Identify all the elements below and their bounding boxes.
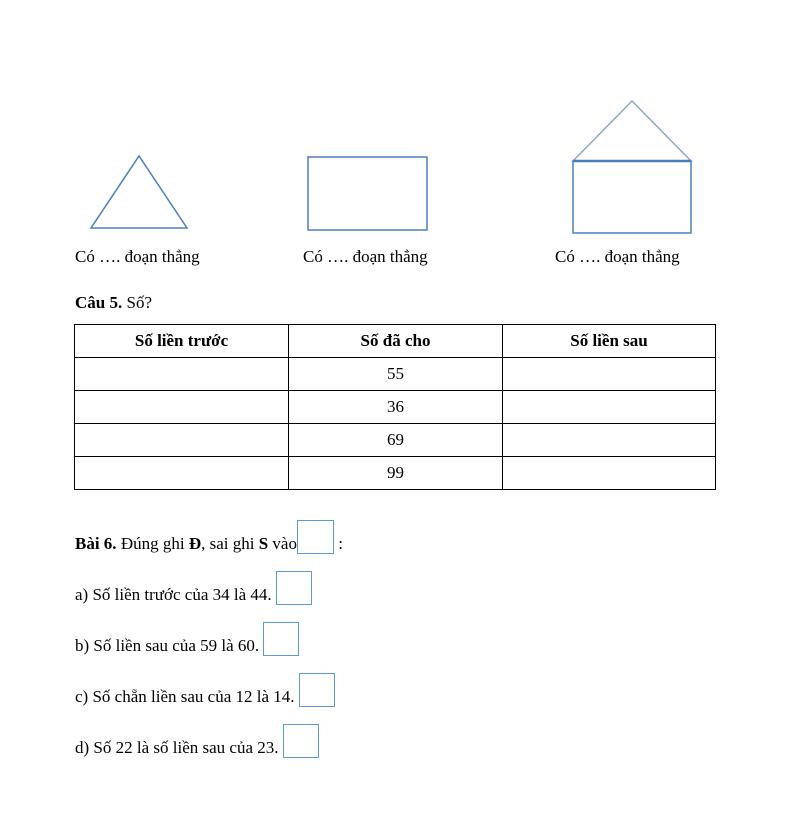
triangle-caption: Có …. đoạn thẳng <box>75 247 200 266</box>
cell-given: 99 <box>289 457 503 490</box>
bai6-colon: : <box>338 534 343 553</box>
bai6-text-2: , sai ghi <box>201 534 255 553</box>
cau5-heading <box>75 293 152 313</box>
statement-b-text: b) Số liền sau của 59 là 60. <box>75 636 260 655</box>
answer-box-d[interactable] <box>283 724 319 758</box>
cell-after[interactable] <box>503 358 716 391</box>
statement-a-text: a) Số liền trước của 34 là 44. <box>75 585 272 604</box>
house-figure <box>570 99 694 236</box>
header-before: Số liền trước <box>75 325 289 358</box>
cell-after[interactable] <box>503 424 716 457</box>
statement-c <box>75 673 335 707</box>
triangle-figure <box>88 153 190 231</box>
statement-a <box>75 571 312 605</box>
bai6-text-1: Đúng ghi <box>120 534 185 553</box>
bai6-text-3: vào <box>272 534 297 553</box>
header-after: Số liền sau <box>503 325 716 358</box>
header-given: Số đã cho <box>289 325 503 358</box>
answer-box-c[interactable] <box>299 673 335 707</box>
bai6-s-letter: S <box>258 534 269 553</box>
rectangle-figure <box>306 155 430 233</box>
cau5-label: Câu 5. <box>75 293 123 312</box>
bai6-label: Bài 6. <box>75 534 117 553</box>
statement-b <box>75 622 299 656</box>
bai6-heading <box>75 520 343 554</box>
table-row <box>75 358 716 391</box>
statement-d-text: d) Số 22 là số liền sau của 23. <box>75 738 279 757</box>
house-caption: Có …. đoạn thẳng <box>555 247 680 266</box>
number-table <box>74 324 716 490</box>
statement-d <box>75 724 319 758</box>
rectangle-caption: Có …. đoạn thẳng <box>303 247 428 266</box>
answer-box-sample <box>297 520 334 554</box>
cell-given: 55 <box>289 358 503 391</box>
cau5-text: Số? <box>126 293 152 312</box>
cell-before[interactable] <box>75 424 289 457</box>
cell-before[interactable] <box>75 358 289 391</box>
cell-after[interactable] <box>503 457 716 490</box>
answer-box-b[interactable] <box>263 622 299 656</box>
cell-before[interactable] <box>75 457 289 490</box>
table-header-row <box>75 325 716 358</box>
table-row <box>75 457 716 490</box>
cell-given: 69 <box>289 424 503 457</box>
table-row <box>75 391 716 424</box>
table-row <box>75 424 716 457</box>
cell-after[interactable] <box>503 391 716 424</box>
cell-before[interactable] <box>75 391 289 424</box>
cell-given: 36 <box>289 391 503 424</box>
bai6-d-letter: Đ <box>188 534 202 553</box>
statement-c-text: c) Số chẵn liền sau của 12 là 14. <box>75 687 295 706</box>
answer-box-a[interactable] <box>276 571 312 605</box>
